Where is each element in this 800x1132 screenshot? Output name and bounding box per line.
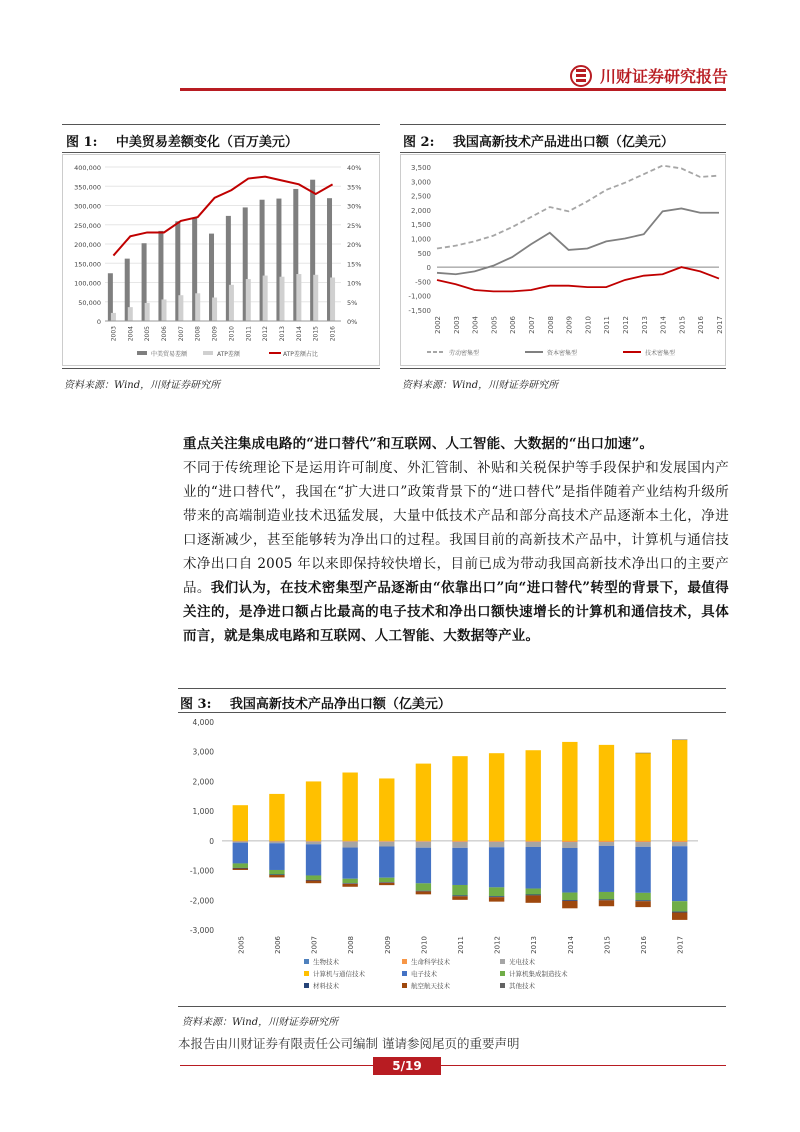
- figure2-label: 图 2:: [403, 135, 435, 150]
- x-tick-label: 2009: [383, 936, 392, 954]
- bar-segment-1: [269, 841, 284, 842]
- x-tick-label: 2017: [716, 316, 724, 334]
- legend-label: 资本密集型: [547, 350, 578, 357]
- bar-segment-6: [269, 874, 284, 875]
- y-tick-label: 4,000: [192, 718, 214, 727]
- y-tick-label: 500: [417, 249, 431, 258]
- bar-segment-7: [452, 896, 467, 900]
- figure3-frame: [178, 714, 726, 1002]
- legend-label: 光电技术: [509, 958, 535, 966]
- x-tick-label: 2011: [457, 936, 465, 954]
- x-tick-label: 2017: [676, 936, 685, 954]
- y-right-tick-label: 30%: [347, 202, 362, 211]
- y-tick-label: 0: [426, 264, 431, 273]
- bar-segment-1: [233, 841, 248, 842]
- bar-segment-3: [599, 745, 614, 841]
- figure2-top-rule: [400, 124, 726, 125]
- bar-segment-1: [306, 841, 321, 842]
- body-normal-text: 不同于传统理论下是运用许可制度、外汇管制、补贴和关税保护等手段保护和发展国内产业的“进口替代”，我国在“扩大进口”政策背景下的“进口替代”是指伴随着产业结构升级所带来的高端制造业技术迅猛发展，大量中低技术产品和部分高技术产品逐渐本土化，净进口逐渐减少，甚至能够转为净出口的过程。我国目前的高新技术产品中，计算机与通信技术净出口自 2005 年以来即保持较快增长，目前已成为带动我国高新技术净出口的主要产品。: [183, 460, 729, 596]
- bar-segment-2: [672, 842, 687, 846]
- footer-notice: 本报告由川财证券有限责任公司编制 谨请参阅尾页的重要声明: [178, 1036, 520, 1051]
- legend-label: 航空航天技术: [411, 982, 450, 990]
- y-tick-label: -1,000: [408, 292, 431, 301]
- y-left-tick-label: 350,000: [74, 183, 101, 192]
- figure2-rule: [400, 152, 726, 153]
- y-left-tick-label: 0: [96, 318, 101, 326]
- bar-segment-5: [672, 901, 687, 911]
- x-tick-label: 2013: [530, 936, 539, 954]
- bar-segment-1: [416, 841, 431, 842]
- bar-segment-4: [562, 848, 577, 893]
- bar-segment-6: [526, 894, 541, 895]
- figure2-chart: [401, 155, 725, 365]
- x-tick-label: 2016: [329, 326, 337, 342]
- legend-swatch: [402, 971, 407, 976]
- bar-segment-2: [599, 842, 614, 846]
- bar-atp-balance: [313, 275, 318, 321]
- y-tick-label: 3,000: [410, 178, 431, 187]
- line-series-1: [437, 208, 719, 274]
- bar-atp-balance: [296, 274, 301, 321]
- bar-segment-7: [672, 912, 687, 919]
- x-tick-label: 2013: [279, 326, 286, 342]
- bar-segment-3: [562, 742, 577, 841]
- figure1-chart: [63, 155, 379, 365]
- bar-segment-3: [416, 764, 431, 841]
- legend-label: 劳动密集型: [449, 350, 480, 357]
- legend-label: 计算机集成制造技术: [509, 970, 568, 978]
- bar-segment-3: [269, 794, 284, 841]
- figure2-frame: [400, 154, 726, 366]
- x-tick-label: 2015: [603, 936, 612, 954]
- figure2-bottom-rule: [400, 368, 726, 369]
- legend-label: 电子技术: [411, 970, 437, 978]
- bar-segment-5: [306, 875, 321, 879]
- page-number: 5/19: [373, 1057, 441, 1075]
- figure1-rule: [62, 152, 380, 153]
- figure1-frame: [62, 154, 380, 366]
- x-tick-label: 2010: [228, 326, 236, 342]
- figure2-heading: [403, 131, 674, 150]
- bar-segment-1: [379, 841, 394, 842]
- x-tick-label: 2013: [640, 316, 649, 334]
- legend-label: 生命科学技术: [411, 958, 450, 966]
- bar-segment-4: [489, 847, 504, 887]
- bar-atp-balance: [263, 276, 268, 321]
- bar-segment-1: [489, 841, 504, 842]
- bar-segment-4: [635, 847, 650, 893]
- y-tick-label: 2,000: [192, 777, 214, 787]
- legend-label: ATP差额: [217, 351, 240, 358]
- x-tick-label: 2012: [493, 936, 502, 954]
- bar-segment-1: [526, 841, 541, 842]
- y-tick-label: -1,000: [189, 866, 214, 876]
- x-tick-label: 2011: [245, 326, 253, 342]
- x-tick-label: 2014: [295, 326, 303, 342]
- x-tick-label: 2008: [347, 936, 356, 954]
- figure3-bottom-rule: [178, 1006, 726, 1007]
- figure1-top-rule: [62, 124, 380, 125]
- y-left-tick-label: 250,000: [74, 221, 101, 230]
- x-tick-label: 2006: [273, 936, 282, 954]
- bar-atp-balance: [128, 307, 133, 321]
- bar-segment-4: [526, 847, 541, 889]
- bar-segment-4: [306, 844, 321, 875]
- y-right-tick-label: 35%: [347, 183, 362, 192]
- bar-segment-5: [635, 893, 650, 900]
- y-tick-label: 1,000: [192, 807, 214, 817]
- legend-label: 生物技术: [313, 958, 339, 966]
- legend-label: 技术密集型: [645, 350, 676, 357]
- figure3-rule: [178, 712, 726, 713]
- figure2-title: 我国高新技术产品进出口额（亿美元）: [452, 135, 674, 150]
- body-paragraph: [183, 432, 729, 648]
- figure3-chart: [178, 714, 726, 1002]
- bar-segment-3: [379, 778, 394, 840]
- bar-segment-7: [306, 881, 321, 884]
- bar-segment-6: [416, 891, 431, 892]
- bar-segment-2: [342, 842, 357, 848]
- figure1-label: 图 1:: [66, 135, 98, 150]
- legend-swatch: [304, 971, 309, 976]
- bar-segment-1: [672, 841, 687, 842]
- bar-segment-2: [489, 842, 504, 847]
- x-tick-label: 2007: [310, 936, 319, 954]
- y-tick-label: 2,500: [410, 192, 431, 201]
- bar-segment-2: [416, 842, 431, 848]
- bar-segment-7: [562, 901, 577, 908]
- y-tick-label: 0: [209, 836, 214, 846]
- bar-segment-6: [635, 900, 650, 901]
- bar-segment-7: [635, 901, 650, 907]
- bar-atp-balance: [279, 277, 284, 321]
- figure3-label: 图 3:: [180, 697, 212, 712]
- legend-swatch: [304, 959, 309, 964]
- y-right-tick-label: 0%: [347, 318, 358, 326]
- legend-label: ATP差额占比: [283, 351, 318, 358]
- x-tick-label: 2016: [697, 316, 706, 334]
- y-left-tick-label: 50,000: [78, 298, 101, 307]
- bar-segment-5: [489, 887, 504, 896]
- bar-segment-2: [233, 841, 248, 842]
- bar-segment-1: [562, 841, 577, 842]
- bar-segment-6: [233, 868, 248, 869]
- x-tick-label: 2005: [237, 936, 246, 954]
- x-tick-label: 2014: [659, 316, 668, 334]
- y-left-tick-label: 150,000: [74, 260, 101, 269]
- x-tick-label: 2003: [452, 316, 461, 334]
- brand-name: 川财证券研究报告: [599, 67, 728, 86]
- bar-atp-balance: [330, 277, 335, 321]
- bar-atp-balance: [212, 298, 217, 321]
- bar-segment-6: [562, 900, 577, 901]
- x-tick-label: 2015: [678, 316, 687, 334]
- bar-segment-7: [489, 897, 504, 901]
- bar-atp-balance: [145, 303, 150, 321]
- y-right-tick-label: 25%: [347, 221, 362, 230]
- bar-segment-5: [452, 885, 467, 895]
- bar-segment-7: [269, 875, 284, 877]
- x-tick-label: 2010: [420, 936, 429, 954]
- bar-segment-2: [635, 842, 650, 847]
- y-left-tick-label: 300,000: [74, 202, 101, 211]
- bar-segment-5: [416, 883, 431, 890]
- bar-segment-4: [269, 843, 284, 870]
- x-tick-label: 2010: [584, 316, 593, 334]
- bar-segment-5: [233, 863, 248, 867]
- legend-swatch: [500, 983, 505, 988]
- bar-segment-4: [233, 843, 248, 864]
- figure3-heading: [180, 693, 451, 712]
- bar-segment-2: [306, 842, 321, 845]
- bar-segment-1: [342, 841, 357, 842]
- x-tick-label: 2012: [622, 316, 630, 334]
- bar-segment-1: [452, 841, 467, 842]
- bar-atp-balance: [178, 295, 183, 321]
- y-tick-label: 1,000: [410, 235, 431, 244]
- body-lead: 重点关注集成电路的“进口替代”和互联网、人工智能、大数据的“出口加速”。: [183, 436, 654, 452]
- bar-segment-3: [233, 805, 248, 841]
- bar-segment-6: [452, 895, 467, 896]
- x-tick-label: 2003: [110, 326, 118, 342]
- bar-segment-6: [342, 883, 357, 884]
- x-tick-label: 2006: [161, 326, 168, 342]
- bar-segment-7: [416, 891, 431, 894]
- bar-segment-7: [233, 868, 248, 869]
- bar-atp-balance: [195, 293, 200, 321]
- figure2-source: 资料来源：Wind，川财证券研究所: [402, 380, 559, 391]
- bar-atp-balance: [161, 299, 166, 321]
- legend-label: 中美贸易差额: [151, 351, 188, 358]
- bar-segment-2: [269, 841, 284, 843]
- figure1-bottom-rule: [62, 368, 380, 369]
- y-tick-label: 1,500: [410, 221, 431, 230]
- figure3-source: 资料来源：Wind，川财证券研究所: [182, 1017, 339, 1028]
- legend-label: 材料技术: [313, 982, 339, 990]
- y-left-tick-label: 100,000: [74, 279, 101, 288]
- figure3-title: 我国高新技术产品净出口额（亿美元）: [229, 697, 451, 712]
- bar-segment-6: [379, 882, 394, 883]
- bar-segment-2: [452, 842, 467, 848]
- bar-segment-3: [526, 750, 541, 841]
- y-tick-label: 3,000: [192, 747, 214, 757]
- legend-label: 计算机与通信技术: [313, 970, 365, 978]
- figure3-top-rule: [178, 688, 726, 689]
- x-tick-label: 2015: [312, 326, 320, 342]
- x-tick-label: 2009: [565, 316, 574, 334]
- x-tick-label: 2011: [603, 316, 612, 334]
- bar-segment-6: [672, 912, 687, 913]
- bar-segment-1: [635, 841, 650, 842]
- figure1-source: 资料来源：Wind，川财证券研究所: [64, 380, 221, 391]
- bar-segment-5: [599, 892, 614, 899]
- bar-atp-balance: [229, 285, 234, 321]
- legend-swatch: [402, 983, 407, 988]
- bar-segment-7: [599, 900, 614, 906]
- x-tick-label: 2008: [546, 316, 555, 334]
- y-tick-label: -1,500: [408, 307, 431, 315]
- bar-segment-6: [599, 899, 614, 900]
- bar-segment-6: [306, 880, 321, 881]
- bar-segment-8: [672, 740, 687, 741]
- x-tick-label: 2007: [528, 316, 536, 334]
- report-brand: [570, 64, 728, 87]
- bar-segment-7: [526, 895, 541, 902]
- figure1-title: 中美贸易差额变化（百万美元）: [115, 135, 298, 150]
- bar-segment-4: [672, 846, 687, 901]
- x-tick-label: 2004: [127, 326, 135, 342]
- legend-swatch: [402, 959, 407, 964]
- line-series-0: [437, 166, 719, 249]
- x-tick-label: 2008: [194, 326, 202, 342]
- x-tick-label: 2012: [262, 326, 270, 342]
- x-tick-label: 2009: [211, 326, 219, 342]
- bar-segment-4: [379, 847, 394, 878]
- bar-segment-7: [379, 883, 394, 885]
- legend-swatch: [203, 351, 213, 355]
- body-text-block: [183, 456, 729, 648]
- x-tick-label: 2002: [434, 316, 442, 334]
- bar-segment-5: [342, 879, 357, 883]
- bar-segment-3: [672, 740, 687, 841]
- bar-segment-1: [599, 841, 614, 842]
- y-tick-label: -2,000: [189, 896, 214, 906]
- bar-segment-4: [416, 848, 431, 884]
- y-tick-label: -3,000: [189, 926, 214, 935]
- y-right-tick-label: 40%: [347, 164, 362, 172]
- bar-segment-3: [452, 756, 467, 841]
- bar-segment-2: [379, 842, 394, 847]
- y-right-tick-label: 5%: [347, 298, 358, 307]
- bar-segment-2: [562, 842, 577, 848]
- legend-swatch: [500, 959, 505, 964]
- legend-swatch: [304, 983, 309, 988]
- x-tick-label: 2005: [490, 316, 499, 334]
- bar-segment-3: [635, 753, 650, 841]
- bar-segment-5: [526, 889, 541, 895]
- bar-segment-5: [379, 878, 394, 882]
- bar-segment-8: [635, 753, 650, 754]
- bar-segment-2: [526, 842, 541, 847]
- body-bold-text: 我们认为，在技术密集型产品逐渐由“依靠出口”向“进口替代”转型的背景下，最值得关注的，是净进口额占比最高的电子技术和净出口额快速增长的计算机和通信技术，具体而言，就是集成电路和互联网、人工智能、大数据等产业。: [183, 580, 729, 644]
- y-tick-label: -500: [415, 278, 431, 287]
- y-tick-label: 3,500: [410, 164, 431, 172]
- x-tick-label: 2004: [471, 316, 480, 334]
- bar-segment-5: [269, 870, 284, 874]
- y-right-tick-label: 20%: [347, 241, 362, 249]
- legend-swatch: [500, 971, 505, 976]
- figure1-heading: [66, 131, 298, 150]
- bar-segment-6: [489, 896, 504, 897]
- legend-swatch: [137, 351, 147, 355]
- y-right-tick-label: 15%: [347, 260, 362, 269]
- y-right-tick-label: 10%: [347, 279, 362, 288]
- x-tick-label: 2007: [177, 326, 185, 342]
- x-tick-label: 2014: [566, 936, 575, 954]
- bar-segment-4: [599, 846, 614, 892]
- bar-segment-3: [342, 773, 357, 841]
- bar-segment-5: [562, 893, 577, 900]
- bar-atp-balance: [111, 313, 116, 321]
- bar-segment-3: [306, 781, 321, 840]
- legend-label: 其他技术: [509, 982, 535, 990]
- bar-segment-7: [342, 884, 357, 887]
- x-tick-label: 2016: [640, 936, 649, 954]
- x-tick-label: 2005: [144, 326, 152, 342]
- bar-segment-4: [452, 848, 467, 885]
- header-divider: [180, 88, 726, 91]
- y-left-tick-label: 200,000: [74, 241, 101, 249]
- y-left-tick-label: 400,000: [74, 164, 101, 172]
- bar-segment-3: [489, 753, 504, 841]
- logo-icon: [570, 65, 592, 87]
- y-tick-label: 2,000: [410, 206, 431, 215]
- bar-segment-4: [342, 848, 357, 879]
- footer-divider: [180, 1065, 726, 1066]
- x-tick-label: 2006: [509, 316, 518, 334]
- bar-atp-balance: [246, 279, 251, 321]
